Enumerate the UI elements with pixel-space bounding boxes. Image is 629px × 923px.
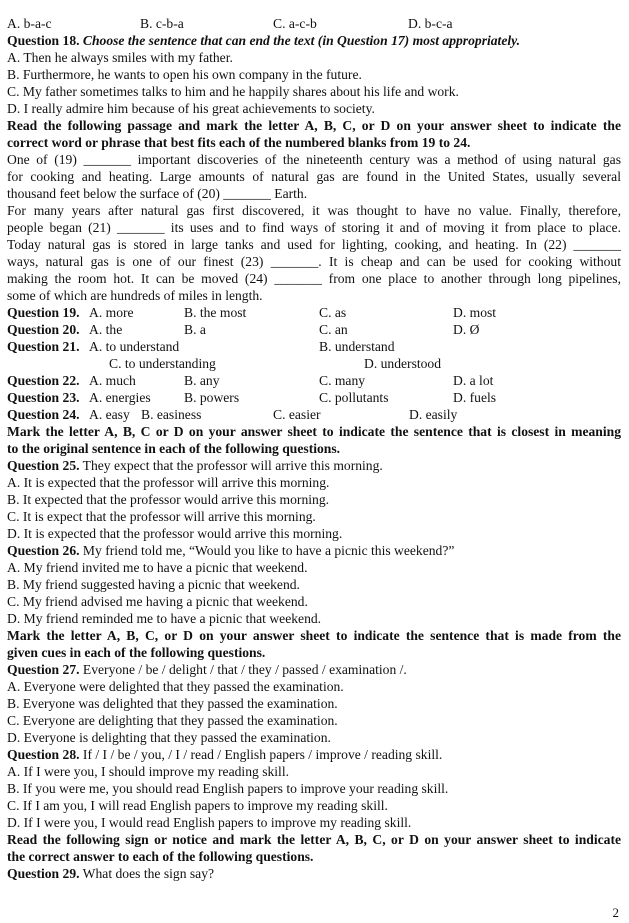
q25-option-b: B. It expected that the professor would arrive this morning. <box>7 492 330 507</box>
passage-instruction-line2: correct word or phrase that best fits each of the numbered blanks from 19 to 24. <box>7 135 471 150</box>
q18-option-d: D. I really admire him because of his great achievements to society. <box>7 101 375 116</box>
q24-option-b: B. easiness <box>141 407 202 422</box>
q18-option-a: A. Then he always smiles with my father. <box>7 50 233 65</box>
q22-row <box>7 372 621 389</box>
q28-option-d: D. If I were you, I would read English papers to improve my reading skill. <box>7 815 412 830</box>
q22-option-a: A. much <box>89 373 136 388</box>
q23-row <box>7 389 621 406</box>
q25-stem-line <box>7 457 621 474</box>
passage-line: One of (19) _______ important discoveries of the nineteenth century was a method of using natural gas <box>7 152 621 167</box>
q22-option-d: D. a lot <box>453 373 494 388</box>
passage-instruction-line1: Read the following passage and mark the letter A, B, C, or D on your answer sheet to indicate the <box>7 118 621 133</box>
q27-option-c: C. Everyone are delighting that they passed the examination. <box>7 713 338 728</box>
q23-option-b: B. powers <box>184 390 240 405</box>
q17-options <box>7 15 621 32</box>
q26-option-c: C. My friend advised me having a picnic that weekend. <box>7 594 308 609</box>
q20-option-c: C. an <box>319 322 348 337</box>
q24-option-c: C. easier <box>273 407 321 422</box>
q21-row-2 <box>7 355 621 372</box>
closest-instruction-line2: to the original sentence in each of the following questions. <box>7 441 341 456</box>
passage-line: people began (21) _______ its uses and to find ways of storing it and of moving it from place to place. <box>7 220 621 235</box>
q23-option-c: C. pollutants <box>319 390 389 405</box>
q18-option-c: C. My father sometimes talks to him and he happily shares about his life and work. <box>7 84 459 99</box>
passage-line: Today natural gas is stored in large tanks and used for lighting, cooking, and heating. In (22) _______ <box>7 237 621 252</box>
passage-line: For many years after natural gas first discovered, it was thought to have no value. Finally, therefore, <box>7 203 621 218</box>
q27-stem: Everyone / be / delight / that / they / passed / examination /. <box>82 662 407 677</box>
q24-option-d: D. easily <box>409 407 458 422</box>
q22-option-c: C. many <box>319 373 366 388</box>
q29-label: Question 29. <box>7 866 80 881</box>
q26-option-a: A. My friend invited me to have a picnic that weekend. <box>7 560 308 575</box>
cues-instruction-line2: given cues in each of the following questions. <box>7 645 266 660</box>
q18-stem: Choose the sentence that can end the text (in Question 17) most appropriately. <box>82 33 521 48</box>
q27-option-b: B. Everyone was delighted that they passed the examination. <box>7 696 338 711</box>
q27-stem-line <box>7 661 621 678</box>
q27-option-a: A. Everyone were delighted that they passed the examination. <box>7 679 344 694</box>
q25-option-c: C. It is expect that the professor will arrive this morning. <box>7 509 316 524</box>
passage-line: ways, natural gas is one of our finest (23) _______. It is cheap and can be used for cooking without <box>7 254 621 269</box>
q26-option-d: D. My friend reminded me to have a picnic that weekend. <box>7 611 322 626</box>
q25-option-d: D. It is expected that the professor would arrive this morning. <box>7 526 343 541</box>
q25-option-a: A. It is expected that the professor will arrive this morning. <box>7 475 330 490</box>
q24-option-a: A. easy <box>89 407 130 422</box>
sign-instruction-line1: Read the following sign or notice and mark the letter A, B, C, or D on your answer sheet to indicate <box>7 832 621 847</box>
q17-option-a: A. b-a-c <box>7 16 52 31</box>
passage-line: for cooking and heating. Large amounts of natural gas are found in the United States, usually several <box>7 169 621 184</box>
q19-row <box>7 304 621 321</box>
q24-label: Question 24. <box>7 407 80 422</box>
q25-stem: They expect that the professor will arrive this morning. <box>82 458 383 473</box>
q20-row <box>7 321 621 338</box>
cues-instruction-line1: Mark the letter A, B, C, or D on your answer sheet to indicate the sentence that is made from the <box>7 628 621 643</box>
q19-option-d: D. most <box>453 305 497 320</box>
q23-option-d: D. fuels <box>453 390 497 405</box>
q26-option-b: B. My friend suggested having a picnic that weekend. <box>7 577 300 592</box>
q21-option-b: B. understand <box>319 339 395 354</box>
q21-row <box>7 338 621 355</box>
q19-option-b: B. the most <box>184 305 247 320</box>
q28-option-a: A. If I were you, I should improve my reading skill. <box>7 764 290 779</box>
q26-stem-line <box>7 542 621 559</box>
sign-instruction-line2: the correct answer to each of the following questions. <box>7 849 314 864</box>
q26-label: Question 26. <box>7 543 80 558</box>
q23-option-a: A. energies <box>89 390 151 405</box>
q19-option-a: A. more <box>89 305 134 320</box>
passage-line: making the room hot. It can be moved (24) _______ from one place to another through long pipelines, <box>7 271 621 286</box>
q28-stem: If / I / be / you, / I / read / English papers / improve / reading skill. <box>82 747 443 762</box>
q18-stem-line <box>7 32 621 49</box>
q25-label: Question 25. <box>7 458 80 473</box>
q22-option-b: B. any <box>184 373 220 388</box>
q21-option-c: C. to understanding <box>109 356 216 371</box>
q17-option-d: D. b-c-a <box>408 16 453 31</box>
closest-instruction-line1: Mark the letter A, B, C or D on your answer sheet to indicate the sentence that is closest in meaning <box>7 424 621 439</box>
q24-row <box>7 406 621 423</box>
q21-option-d: D. understood <box>364 356 442 371</box>
q28-option-b: B. If you were me, you should read English papers to improve your reading skill. <box>7 781 449 796</box>
q20-option-a: A. the <box>89 322 123 337</box>
q21-label: Question 21. <box>7 339 80 354</box>
q21-option-a: A. to understand <box>89 339 180 354</box>
q22-label: Question 22. <box>7 373 80 388</box>
q26-stem: My friend told me, “Would you like to have a picnic this weekend?” <box>82 543 455 558</box>
q29-stem: What does the sign say? <box>82 866 215 881</box>
q20-option-d: D. Ø <box>453 322 480 337</box>
q18-option-b: B. Furthermore, he wants to open his own company in the future. <box>7 67 362 82</box>
q18-label: Question 18. <box>7 33 80 48</box>
q20-option-b: B. a <box>184 322 206 337</box>
q20-label: Question 20. <box>7 322 80 337</box>
q27-label: Question 27. <box>7 662 80 677</box>
q28-stem-line <box>7 746 621 763</box>
q19-label: Question 19. <box>7 305 80 320</box>
q28-option-c: C. If I am you, I will read English papers to improve my reading skill. <box>7 798 388 813</box>
q19-option-c: C. as <box>319 305 347 320</box>
q17-option-c: C. a-c-b <box>273 16 317 31</box>
q29-stem-line <box>7 865 621 882</box>
q23-label: Question 23. <box>7 390 80 405</box>
q27-option-d: D. Everyone is delighting that they passed the examination. <box>7 730 331 745</box>
q17-option-b: B. c-b-a <box>140 16 184 31</box>
page-number: 2 <box>612 905 619 920</box>
passage-line: some of which are hundreds of miles in length. <box>7 288 263 303</box>
q28-label: Question 28. <box>7 747 80 762</box>
passage-line: thousand feet below the surface of (20) _______ Earth. <box>7 186 308 201</box>
